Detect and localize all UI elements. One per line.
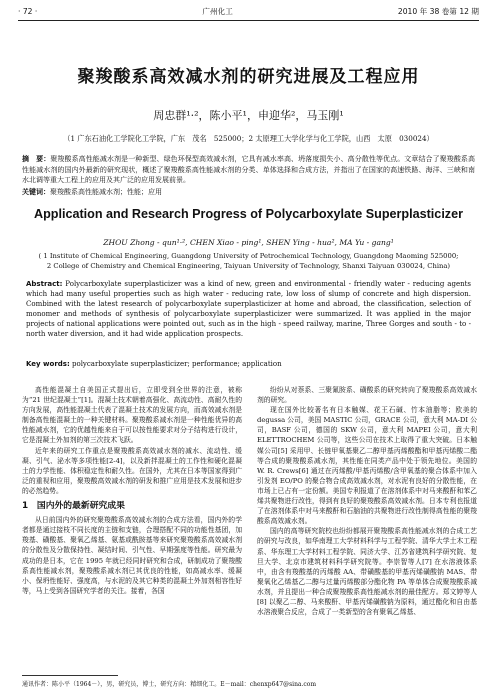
body-paragraph: 国内的高等研究院校也纷纷都展开聚羧酸系高性能减水剂的合成工艺的研究与改良，如华南理工大学材料科学与工程学院、清华大学土木工程系、华东理工大学材料工程学院、同济大学、江苏省建筑科学研究院、复旦大学、北京市建筑材料科学研究院等。李崇智等人[7] 在水溶液体系中，由含有羧酸基的丙烯酸 AA、带磺酸基的甲基丙烯磺酸钠 MAS、带聚氧化乙烯基乙二醇与过量丙烯酸部分酯化物 PA 等单体合成聚羧酸系减水剂，并且提出一种合成聚羧酸系高性能减水剂的最佳配方。郑文婷等人[8] 以聚乙二醇、马来酸酐、甲基丙烯磺酸钠为原料，通过酯化和自由基水溶液聚合反应，合成了一类新型的含有聚氧乙烯基、 (257, 527, 477, 617)
affiliation: （1 广东石油化工学院化工学院，广东 茂名 525000；2 太原理工大学化学与化工学院，山西 太原 030024） (63, 134, 434, 143)
issue-info: 2010 年 38 卷第 12 期 (397, 6, 479, 16)
body-column-right (257, 385, 477, 617)
affiliation-en-line-1: ( 1 Institute of Chemical Engineering, Guangdong University of Petrochemical Technology, Guangdong Maoming 525000; (38, 252, 459, 260)
abstract-en-label: Abstract: (26, 280, 63, 288)
author-list-en: ZHOU Zhong - qun¹·², CHEN Xiao - ping¹, SHEN Ying - hua², MA Yu - gang¹ (103, 238, 394, 247)
abstract-cn-text: 聚羧酸系高性能减水剂是一种新型、绿色环保型高效减水剂，它具有减水率高、坍落度损失小、高分散性等优点。文章结合了聚羧酸系高性能减水剂的国内外最新的研究现状，概述了聚羧酸系高性能减水剂的分类、单体选择和合成方法，并指出了在国家的高速铁路、海洋、三峡和南水北调等重大工程上的应用及其广泛的应用发展前景。 (22, 155, 476, 184)
keywords-cn-text: 聚羧酸系高性能减水剂；性能；应用 (50, 188, 162, 196)
abstract-cn (22, 154, 475, 186)
keywords-en-label: Key words: (26, 360, 70, 368)
keywords-en-text: polycarboxylate superplasticizer; performance; application (72, 360, 282, 368)
body-paragraph: 近年来的研究工作重点是聚羧酸系高效减水剂的减水、流动性、缓凝、引气、泌水等多项性能[2-4]，以及新拌混凝土的工作性和硬化混凝土的力学性能、体积稳定性和耐久性。在国外，尤其在日本等国家得到广泛的重视和应用，聚羧酸高效减水剂的研发和推广应用是技术发展和进步的必然趋势。 (22, 446, 242, 495)
body-paragraph: 现在国外比较著名有日本触媒、花王石碱、竹本油脂等；欧美的 degussa 公司，美国 MASTIC 公司，GRACE 公司，意大利 MA-DI 公司，BASF 公司，德国的 SKW 公司，意大利 MAPEI 公司，意大利 ELETTROCHEM 公司等，这些公司在技术上取得了重大突破。日本触媒公司[5] 采用甲、长链甲氧基聚乙二醇甲基丙烯酸酯和甲基丙烯酸二酯等合成的聚羧酸系减水剂，其性能在同类产品中处于领先地位。美国的 W. R. Crews[6] 通过在丙烯酸/甲基丙烯酸/含甲氧基的聚合体系中加入引发剂 EO/PO 的聚合物合成高效减水剂，对水泥有良好的分散性能，在市场上已占有一定份额。美国专利报道了在溶剂体系中对马来酸酐和苯乙烯共聚物进行改性，得到有良好的聚羧酸系高效减水剂。日本专利也报道了在溶剂体系中对马来酸酐和石脑油的共聚物进行改性制得高性能的聚羧酸系高效减水剂。 (257, 406, 477, 526)
header-rule (18, 20, 479, 21)
paper-title: 聚羧酸系高效减水剂的研究进展及工程应用 (77, 67, 420, 87)
affiliation-en-line-2: 2 College of Chemistry and Chemical Engineering, Taiyuan University of Technology, Shanxi Taiyuan 030024, China) (46, 262, 451, 270)
journal-name: 广州化工 (202, 6, 233, 16)
author-list: 周忠群¹·²，陈小平¹，申迎华²，马玉刚¹ (153, 109, 344, 122)
keywords-en (26, 360, 471, 368)
keywords-cn (22, 187, 475, 197)
footnote: 通讯作者：陈小平（1964－），男，研究员，博士，研究方向：精细化工。E－mail：chenxp647@sina.com (22, 681, 317, 688)
keywords-cn-label: 关键词： (22, 188, 50, 196)
affiliation-en (24, 251, 473, 271)
paper-title-en: Application and Research Progress of Polycarboxylate Superplasticizer (33, 207, 464, 221)
page-number: · 72 · (18, 6, 38, 16)
running-header (18, 4, 479, 18)
abstract-en-text: Polycarboxylate superplasticizer was a kind of new, green and environmental - friendly water - reducing agents which had many useful properties such as high water - reducing rate, low loss of slump of concrete and high dispersion. Combined with the latest research of polycarboxylate superplasticizer at home and abroad, the classification, selection of monomer and methods of synthesis of polycarboxylate superplasticizer were summarized. It was applied in the major projects of national applications were pointed out, such as in the high - speed railway, marine, Three Gorges and south - to - north water diversion, and it had wide application prospects. (26, 280, 471, 338)
footnote-rule (22, 675, 118, 676)
body-paragraph: 高性能混凝土自美国正式提出后，立即受到全世界的注意，被称为“21 世纪混凝土”[1]。混凝土技术朝着高强化、高流动性、高耐久性的方向发展，高性能混凝土代表了混凝土技术的发展方向，而高效减水剂是制备高性能混凝土的一种关键材料。聚羧酸系减水剂是一种性能优异的高性能减水剂，它的优越性能来自于可以按性能要求对分子结构进行设计，它是混凝土外加剂的第三次技术飞跃。 (22, 386, 242, 445)
abstract-cn-label: 摘 要： (22, 155, 51, 163)
body-paragraph: 纷纷从对萘系、三聚氰胺系、磺酸系的研究转向了聚羧酸系高效减水剂的研究。 (257, 386, 477, 405)
body-column-left (22, 385, 242, 596)
body-paragraph: 从日前国内外的研究聚羧酸系高效减水剂的合成方法看，国内外的学者都是通过接枝不同长度的主链和支链，合理搭配不同的功能性基团，加羧基、磺酸基、聚氧乙烯基、氨基或酰胺基等来研究聚羧酸系高效减水剂的分散性及分散保持性、凝结时间、引气性、早期强度等性能。研究最为成功的是日本，它在 1995 年就已经同时研究和合成，研制成功了聚羧酸系高性能减水剂，聚羧酸系减水剂已其优良的性能，如高减水率、缓凝小、保坍性能好、强度高，与水泥的及其它种类的混凝土外加剂相容性好等，马上受到各国研究学者的关注。接着，各国 (22, 516, 242, 595)
section-heading: 1 国内外的最新研究成果 (22, 501, 125, 512)
abstract-en (26, 279, 471, 339)
